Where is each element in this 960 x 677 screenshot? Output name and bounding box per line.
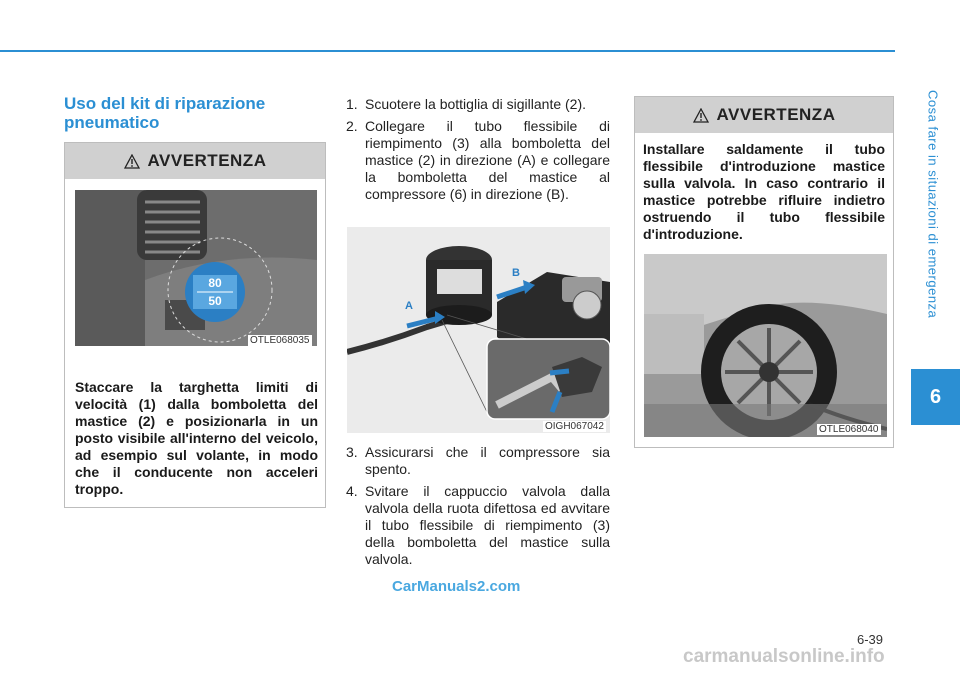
watermark: CarManuals2.com	[392, 578, 521, 595]
label-b: B	[512, 267, 520, 279]
warning-title: AVVERTENZA	[716, 105, 836, 124]
step-text: Collegare il tubo flessibile di riempimento (3) alla bomboletta del mastice (2) in direzione (A) e collegare la bomboletta del mastice al compressore (6) in direzione (B).	[365, 118, 610, 202]
warning-header	[635, 97, 893, 133]
warning-header	[65, 143, 325, 179]
warning-box-right	[634, 96, 894, 448]
image-caption: OIGH067042	[545, 421, 604, 432]
warning-box-left	[64, 142, 326, 508]
step-text: Scuotere la bottiglia di sigillante (2).	[365, 96, 587, 112]
section-title: Uso del kit di riparazione pneumatico	[64, 94, 266, 132]
warning-icon	[124, 154, 140, 169]
speed-limit-sticker-photo	[75, 190, 317, 346]
image-caption: OTLE068035	[250, 335, 310, 346]
chapter-side-label: Cosa fare in situazioni di emergenza	[925, 90, 941, 319]
footer-site: carmanualsonline.info	[683, 646, 885, 667]
warning-icon	[693, 108, 709, 123]
step-text: Svitare il cappuccio valvola dalla valvola della ruota difettosa ed avvitare il tubo flessibile di riempimento (3) della bomboletta del mastice sulla valvola.	[365, 483, 610, 567]
label-a: A	[405, 300, 413, 312]
step-item	[346, 444, 610, 478]
warning-text: Installare saldamente il tubo flessibile d'introduzione mastice sulla valvola. In caso contrario il mastice potrebbe rifluire indietro ostruendo il tubo flessibile d'introduzione.	[643, 141, 885, 242]
tire-valve-photo	[644, 254, 887, 437]
page-number: 6-39	[857, 632, 884, 647]
steps-list-top	[346, 96, 610, 208]
sealant-compressor-illustration	[347, 227, 610, 433]
steps-list-bottom	[346, 444, 610, 573]
step-number: 3.	[346, 444, 358, 460]
step-item	[346, 118, 610, 203]
step-text: Assicurarsi che il compressore sia spento.	[365, 444, 610, 477]
step-number: 2.	[346, 118, 358, 134]
step-number: 1.	[346, 96, 358, 112]
speed-label-top: 80	[208, 276, 222, 290]
image-caption: OTLE068040	[819, 424, 879, 435]
warning-text: Staccare la targhetta limiti di velocità (1) dalla bomboletta del mastice (2) e posizionarla in un posto visibile all'interno del veicolo, ad esempio sul volante, in modo che il conducente non acceleri troppo.	[75, 379, 318, 497]
step-item	[346, 96, 610, 113]
step-item	[346, 483, 610, 568]
speed-label-bottom: 50	[208, 294, 222, 308]
step-number: 4.	[346, 483, 358, 499]
warning-title: AVVERTENZA	[147, 151, 267, 170]
header-rule	[0, 50, 895, 52]
chapter-tab[interactable]: 6	[911, 369, 960, 425]
